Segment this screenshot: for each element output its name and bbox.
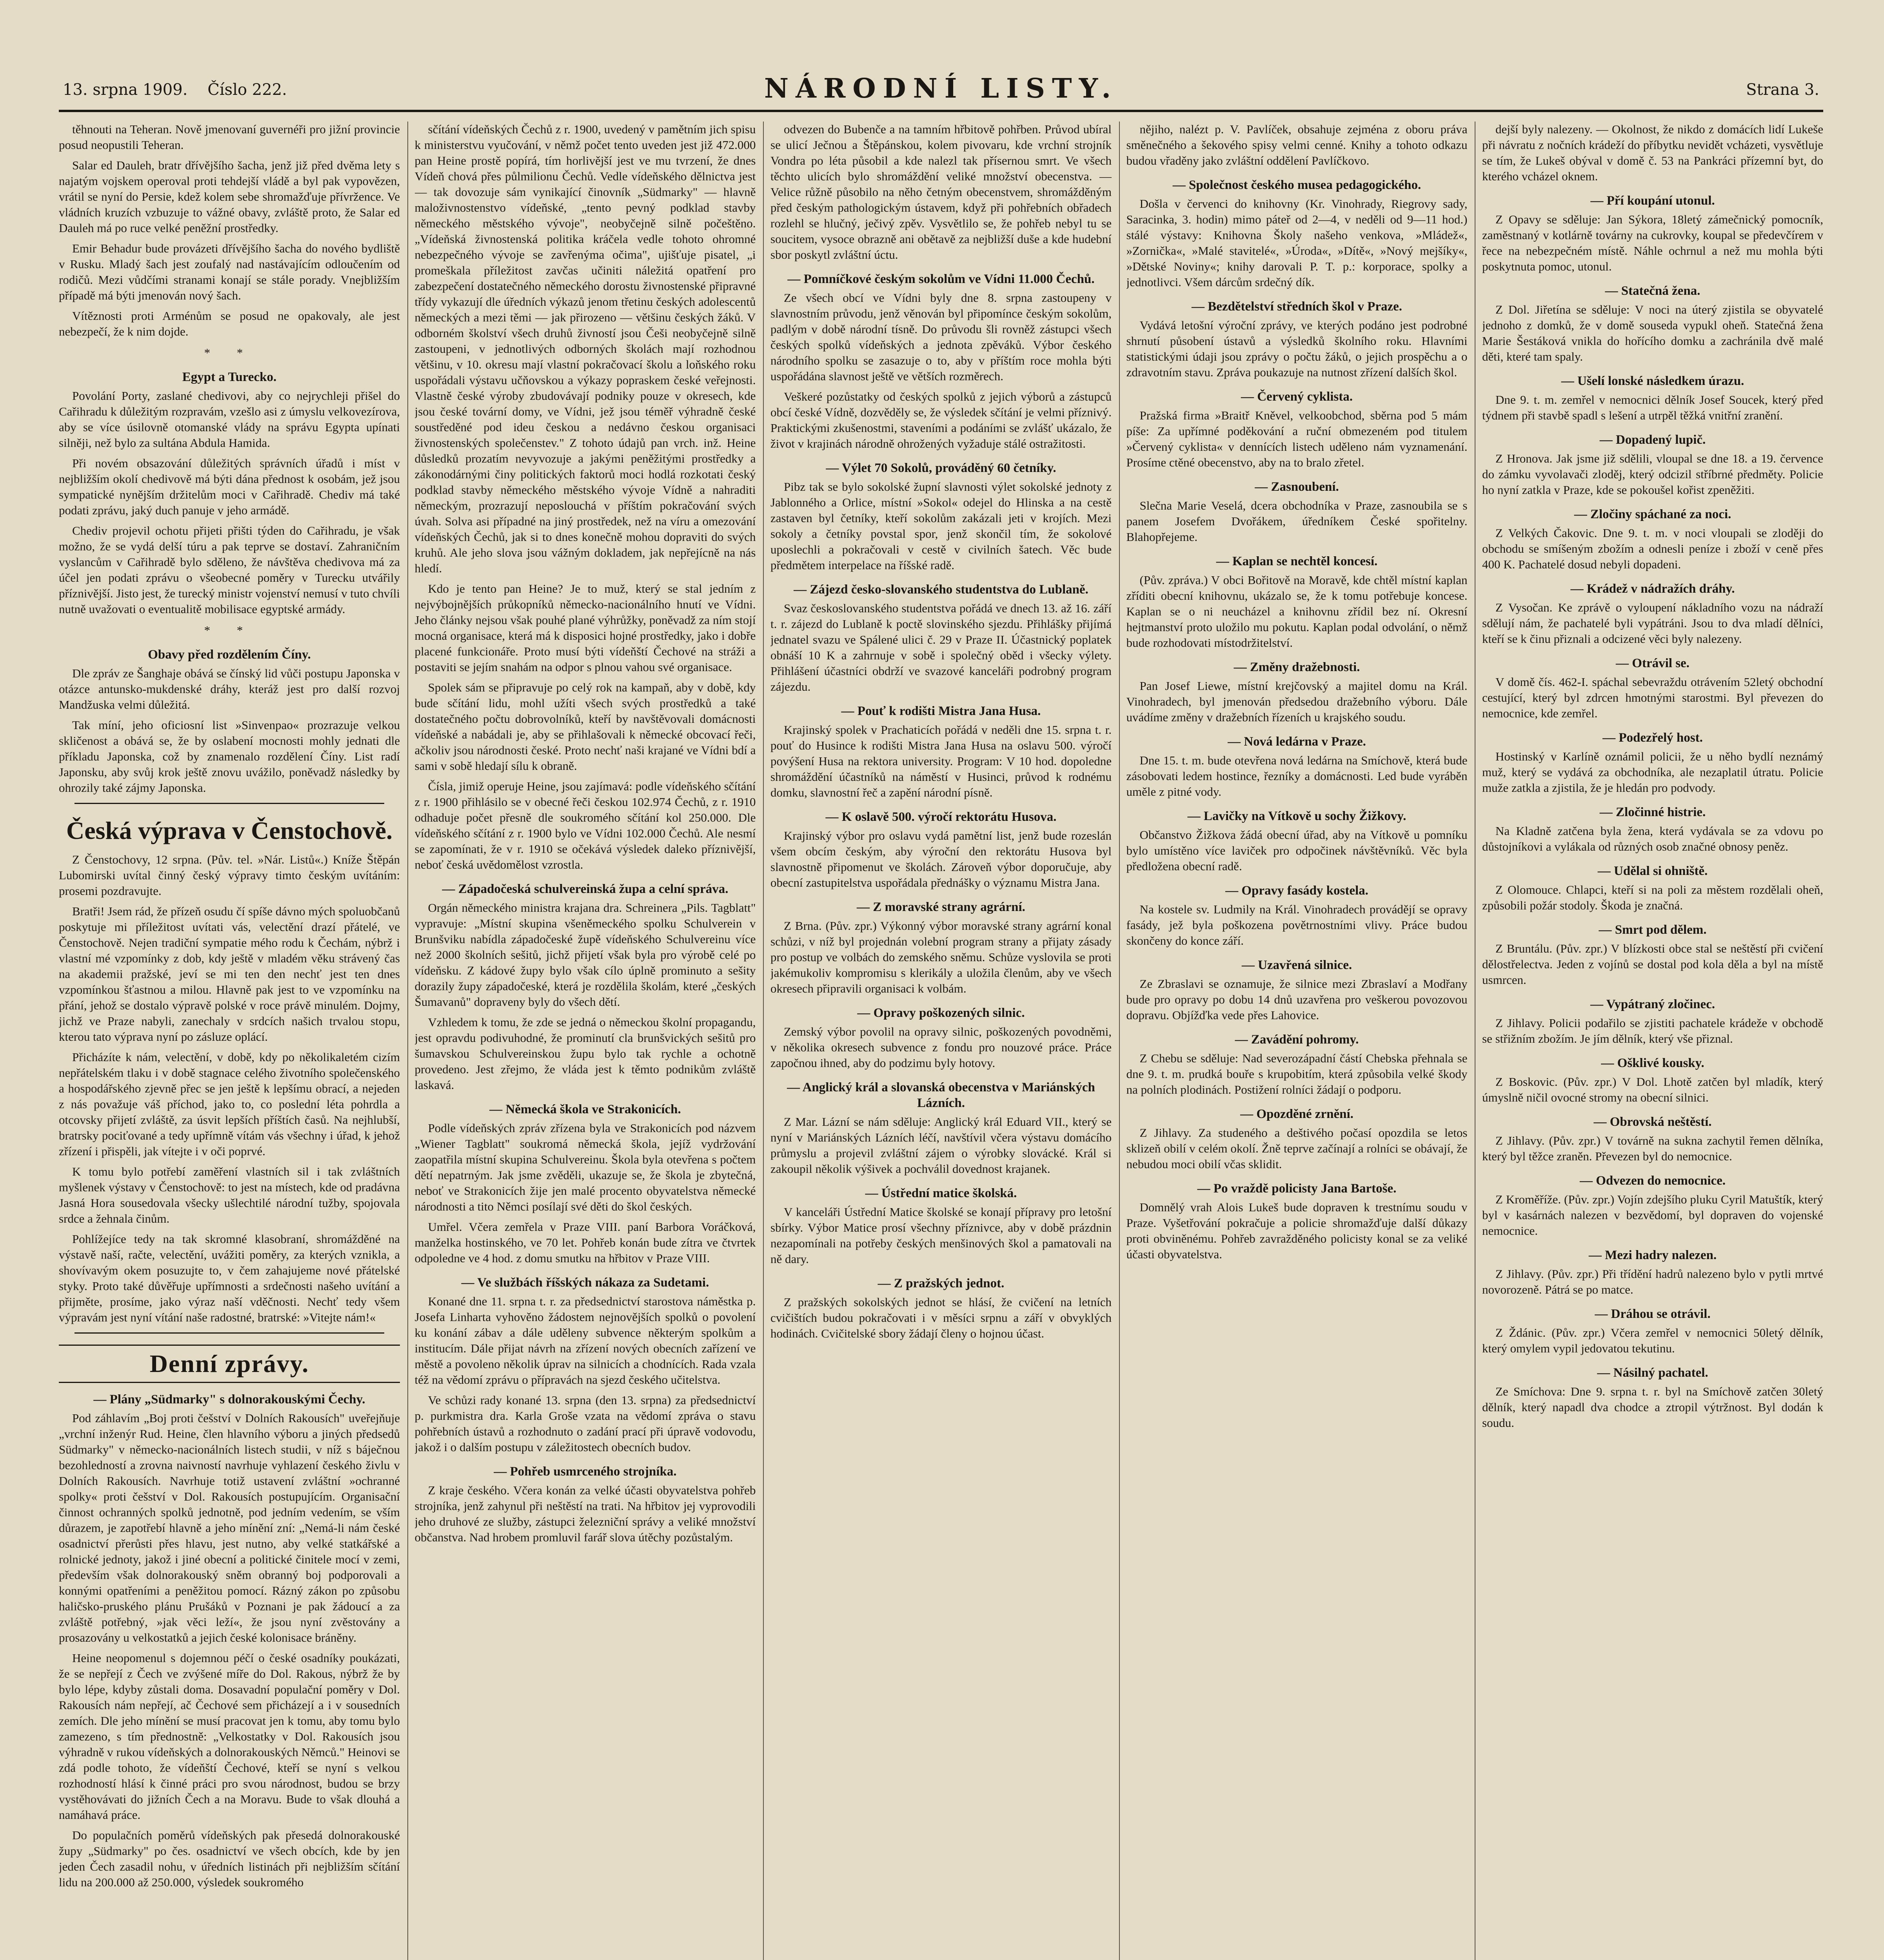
- article-paragraph: K tomu bylo potřebí zaměření vlastních sil i tak zvláštních myšlenek výstavy v Čenstochově: to jest na místech, kde od pradávna Jasná Hora sousedovala všecky ušlechtilé národní tužby, spojovala srdce a žehnala činům.: [59, 1165, 400, 1225]
- article-paragraph: Domnělý vrah Alois Lukeš bude dopraven k trestnímu soudu v Praze. Vyšetřování pokračuje a policie shromažďuje další důkazy proti obviněnému. Pohřeb zavražděného policisty konal se za veliké účasti obyvatelstva.: [1126, 1200, 1468, 1261]
- article-paragraph: Z Jihlavy. (Pův. zpr.) V továrně na sukna zachytil řemen dělníka, který byl těžce zraněn. Převezen byl do nemocnice.: [1482, 1134, 1823, 1163]
- article-paragraph: Z Bruntálu. (Pův. zpr.) V blízkosti obce stal se neštěstí při cvičení dělostřelectva. Jeden z vojínů se dostal pod kola děla a byl na místě usmrcen.: [1482, 942, 1823, 987]
- asterism-separator: * *: [204, 346, 255, 359]
- article-paragraph: Přicházíte k nám, velectění, v době, kdy po několikaletém cizím nepřátelském tlaku i v době stagnace celého životního společenského a hospodářského zjevně přec se jen ještě k lepšímu obrací, a nejeden z nás považuje váš příchod, jako to, co poslední léta pohrdla a otcovsky přijetí zvláště, za úsvit lepších příštích časů. Na nejhlubší, bratrsky pociťované a tedy upřímně vítám vás všechny i úřad, k jehož zřízení i přispěli, jak vítejte i v oči poprvé.: [59, 1050, 400, 1158]
- asterism-separator: * *: [204, 623, 255, 637]
- article-paragraph: Na kostele sv. Ludmily na Král. Vinohradech provádějí se opravy fasády, jež byla poškozena povětrnostními vlivy. Práce budou skončeny do konce září.: [1126, 902, 1468, 947]
- article-paragraph: Do populačních poměrů vídeňských pak přesedá dolnorakouské župy „Südmarky" po čes. osadnictví ve všech obcích, kde by jen jeden Čech zasadil nohu, v úředních listinách při nejbližším sčítání lidu na 200.000 až 250.000, výsledek soukromého: [59, 1828, 400, 1889]
- article-paragraph: Kdo je tento pan Heine? Je to muž, který se stal jedním z nejvýbojnějších průkopníků německo-nacionálního hnutí ve Vídni. Jeho články nejsou však pouhé plané výhrůžky, poněvadž za ním stojí mocná organisace, která má k disposici hojné prostředky, jako i dobře placené funkcionáře. Proto musí býti vídeňští Čechové na stráži a postaviti se jejím snahám na odpor s plnou vahou své organisace.: [414, 582, 756, 674]
- article-heading: — Plány „Südmarky" s dolnorakouskými Čechy.: [93, 1392, 365, 1406]
- article-paragraph: Krajinský výbor pro oslavu vydá pamětní list, jenž bude rozeslán všem obcím českým, aby výroční den rektorátu Husova byl slavnostně připomenut ve školách. Zároveň výbor doporučuje, aby obecní zastupitelstva uspořádala přednášky o významu Mistra Jana.: [770, 829, 1112, 889]
- article-column: [770, 122, 1112, 1960]
- article-heading: Obavy před rozdělením Číny.: [148, 648, 311, 662]
- article-heading: — Pomníčkové českým sokolům ve Vídni 11.000 Čechů.: [787, 272, 1095, 286]
- article-paragraph: Z Dol. Jiřetína se sděluje: V noci na úterý zjistila se obyvatelé jednoho z domků, že v domě souseda vypukl oheň. Statečná žena Marie Šestáková vnikla do hořícího domku a zachránila dvě malé děti, které tam spaly.: [1482, 303, 1823, 363]
- article-heading: — K oslavě 500. výročí rektorátu Husova.: [825, 810, 1057, 824]
- article-heading: — Změny dražebnosti.: [1234, 660, 1360, 674]
- article-paragraph: Vydává letošní výroční zprávy, ve kterých podáno jest podrobné shrnutí působení ústavů a výsledků školního roku. Hlavními statistickými údaji jsou zprávy o počtu žáků, o jejich prospěchu a o zdravotním stavu. Zpráva poukazuje na nutnost zřízení dalších škol.: [1126, 318, 1468, 379]
- article-paragraph: Z Jihlavy. Policii podařilo se zjistiti pachatele krádeže v obchodě se střižním zbožím. Je jím dělník, který vše přiznal.: [1482, 1016, 1823, 1045]
- article-paragraph: Z kraje českého. Včera konán za velké účasti obyvatelstva pohřeb strojníka, jenž zahynul při neštěstí na trati. Na hřbitov jej vyprovodili jeho druhové ze služby, zástupci železniční správy a veliké množství občanstva. Nad hrobem promluvil farář slova útěchy pozůstalým.: [414, 1483, 756, 1544]
- article-paragraph: Pibz tak se bylo sokolské župní slavnosti výlet sokolské jednoty z Jablonného a Orlice, místní »Sokol« odejel do Hlinska a na cestě zastaven byl četníky, kteří sokolům zakázali jeti v krojích. Mezi sokoly a četníky povstal spor, jenž skončil tím, že sokolové uposlechli a pokračovali v cestě v civilních šatech. Věc bude předmětem interpelace na říšské radě.: [770, 480, 1112, 572]
- article-heading: — Z moravské strany agrární.: [857, 900, 1025, 914]
- article-heading: — Výlet 70 Sokolů, prováděný 60 četníky.: [826, 461, 1056, 475]
- issue-number: Číslo 222.: [207, 81, 287, 99]
- article-paragraph: Ze Zbraslavi se oznamuje, že silnice mezi Zbraslaví a Modřany bude pro opravy po dobu 14 dnů uzavřena pro veškerou povozovou dopravu. Objížďka vede přes Lahovice.: [1126, 977, 1468, 1022]
- article-heading: — Německá škola ve Strakonicích.: [489, 1102, 681, 1116]
- article-paragraph: Podle vídeňských zpráv zřízena byla ve Strakonicích pod názvem „Wiener Tagblatt" soukromá německá škola, jejíž vydržování zaopatřila místní skupina Schulvereinu. Škola byla otevřena s počtem dětí nepatrným. Jak jsme zvěděli, ukazuje se, že škola je zbytečná, neboť ve Strakonicích žije jen malé procento obyvatelstva německé národnosti a tito Němci posílají své děti do škol českých.: [414, 1121, 756, 1213]
- article-paragraph: Z pražských sokolských jednot se hlásí, že cvičení na letních cvičištích budou pokračovati i v měsíci srpnu a září v obvyklých hodinách. Cvičitelské sbory žádají členy o hojnou účast.: [770, 1295, 1112, 1340]
- article-paragraph: nějiho, nalézt p. V. Pavlíček, obsahuje zejména z oboru práva směnečného a šekového spisy velmi cenné. Knihy a tohoto odkazu budou vřaděny jako zvláštní oddělení Pavlíčkovo.: [1126, 122, 1468, 167]
- article-heading: — Smrt pod dělem.: [1599, 923, 1707, 937]
- article-paragraph: odvezen do Bubenče a na tamním hřbitově pohřben. Průvod ubíral se ulicí Ječnou a Štěpánskou, kolem pivovaru, kde vrchní strojník Vondra po léta působil a kde nalezl tak přísernou smrt. Ve všech těchto ulicích bylo shromáždění veliké množství obecenstva. — Velice růžně působilo na něho četným obecenstvem, shromážděným před českým pathologickým ústavem, když při pohřebních obřadech rozlehl se hlučný, ječivý zpěv. Vysvětlilo se, že pohřeb nebyl tu se soucitem, vysoce obrazně ani obětavě za nejbližší duše a kde hudební sbor poskytl zvláštní úctu.: [770, 122, 1112, 261]
- article-paragraph: Svaz českoslovanského studentstva pořádá ve dnech 13. až 16. září t. r. zájezd do Lublaně k poctě slovinského sjezdu. Přihlášky přijímá jednatel svazu ve Spálené ulici č. 29 v Praze II. Účastnický poplatek obnáší 10 K a zahrnuje v sobě i společný oběd i všecky výlety. Přihlášení účastníci obdrží ve svazové kanceláři podrobný program zájezdu.: [770, 601, 1112, 693]
- article-heading: — Dráhou se otrávil.: [1595, 1307, 1711, 1321]
- article-heading: — Lavičky na Vítkově u sochy Žižkovy.: [1187, 809, 1406, 823]
- newspaper-page: [59, 71, 1823, 1960]
- article-paragraph: Z Boskovic. (Pův. zpr.) V Dol. Lhotě zatčen byl mladík, který úmyslně ničil ovocné stromy na obecní silnici.: [1482, 1075, 1823, 1104]
- article-paragraph: Z Velkých Čakovic. Dne 9. t. m. v noci vloupali se zloději do obchodu se smíšeným zbožím a odnesli peníze i zboží v ceně přes 400 K. Pachatelé dosud nebyli dopadeni.: [1482, 526, 1823, 571]
- article-paragraph: Z Kroměříže. (Pův. zpr.) Vojín zdejšího pluku Cyril Matuštík, který byl v kasárnách nalezen v bezvědomí, byl dopraven do vojenské nemocnice.: [1482, 1192, 1823, 1238]
- article-heading: — Červený cyklista.: [1241, 390, 1353, 404]
- article-paragraph: Vítěznosti proti Arménům se posud ne opakovaly, ale jest nebezpečí, že k nim dojde.: [59, 309, 400, 338]
- article-paragraph: Z Hronova. Jak jsme již sdělili, vloupal se dne 18. a 19. července do zámku vyvolavači zloděj, který odcizil stříbrné předměty. Policie ho nyní zatkla v Praze, kde se pokoušel kořist zpeněžiti.: [1482, 452, 1823, 497]
- article-heading: — Opravy fasády kostela.: [1225, 884, 1368, 898]
- article-heading: — Společnost českého musea pedagogického.: [1172, 178, 1421, 192]
- article-paragraph: Z Jihlavy. (Pův. zpr.) Při třídění hadrů nalezeno bylo v pytli mrtvé novorozeně. Pátrá se po matce.: [1482, 1267, 1823, 1296]
- article-heading: — Otrávil se.: [1616, 656, 1690, 670]
- article-paragraph: Z Olomouce. Chlapci, kteří si na poli za městem rozdělali oheň, způsobili požár stodoly. Škoda je značná.: [1482, 883, 1823, 912]
- article-paragraph: Pohlížejíce tedy na tak skromné klasobraní, shromážděné na výstavě naší, račte, velectění, uvážiti poměry, za kterých vznikla, a shovívavým okem posuzujte to, v čem zahajujeme nové přátelské styky. Proto také důvěřuje upřímnosti a srdečnosti našeho uvítání a přijměte, prosíme, jako výraz naší vděčnosti. Nechť tedy všem výpravám jest nyní vítání naše radostné, bratrské: »Vitejte nám!«: [59, 1232, 400, 1324]
- article-column: [1126, 122, 1468, 1960]
- article-heading: — Krádež v nádražích dráhy.: [1570, 582, 1735, 596]
- article-heading: — Ve službách říšských nákaza za Sudetami.: [461, 1276, 709, 1290]
- article-heading: — Ošklivé kousky.: [1601, 1056, 1704, 1070]
- article-heading: — Dopadený lupič.: [1599, 433, 1706, 447]
- article-paragraph: Při novém obsazování důležitých správních úřadů i míst v nejbližším okolí chedivově má býti dána přednost k osobám, jež jsou sympatické nynějším držitelům moci v Cařihradě. Chediv má také podati zprávu, jaký duch panuje v jeho armádě.: [59, 456, 400, 517]
- article-heading: — Anglický král a slovanská obecenstva v Mariánských Lázních.: [787, 1080, 1095, 1110]
- article-heading: — Odvezen do nemocnice.: [1579, 1174, 1726, 1188]
- newspaper-title: NÁRODNÍ LISTY.: [764, 73, 1118, 104]
- article-heading: — Pří koupání utonul.: [1590, 194, 1715, 208]
- article-paragraph: Chediv projevil ochotu přijeti přišti týden do Cařihradu, je však možno, že se vydá delší túru a pak teprve se dostaví. Zahraničním vyslancům v Cařihradě bylo sděleno, že návštěva chedivova má za účel jen podati zprávu o všeobecné poměry v Turecku utvářily příznivější. Jisto jest, že turecký ministr vojenství nemusí v tuto chvíli nutně uvažovati o eventualitě mobilisace egyptské armády.: [59, 524, 400, 616]
- section-title: Denní zprávy.: [59, 1345, 400, 1383]
- article-paragraph: Slečna Marie Veselá, dcera obchodníka v Praze, zasnoubila se s panem Josefem Dvořákem, úředníkem České spořitelny. Blahopřejeme.: [1126, 499, 1468, 544]
- article-heading: — Zasnoubení.: [1255, 480, 1339, 494]
- divider: [74, 1332, 384, 1334]
- article-paragraph: Konané dne 11. srpna t. r. za předsednictví starostova náměstka p. Josefa Linharta vyhověno žádostem nejnovějších spolků o povolení ku konání zábav a dále uděleny subvence některým spolkům a institucím. Dále přijat návrh na zřízení nových obecních zařízení ve městě a povoleno několik úprav na silnicích a chodnících. Rada vzala též na vědomí zprávu o přípravách na sjezd českého učitelstva.: [414, 1294, 756, 1387]
- article-paragraph: Z Brna. (Pův. zpr.) Výkonný výbor moravské strany agrární konal schůzi, v níž byl projednán volební program strany a přijaty zásady pro postup ve volbách do zemského sněmu. Schůze vyslovila se proti jakémukoliv kompromisu s klerikály a uložila členům, aby ve všech okresech připravili organisaci k volbám.: [770, 919, 1112, 995]
- column-rule: [763, 122, 764, 1960]
- article-heading: — Pohřeb usmrceného strojníka.: [494, 1465, 677, 1479]
- article-heading: — Statečná žena.: [1605, 284, 1701, 298]
- page-number: Strana 3.: [1746, 81, 1819, 99]
- article-heading: — Uzavřená silnice.: [1241, 958, 1352, 972]
- article-paragraph: Ze Smíchova: Dne 9. srpna t. r. byl na Smíchově zatčen 30letý dělník, který napadl dva chodce a ztropil výtržnost. Byl dodán k soudu.: [1482, 1385, 1823, 1430]
- article-paragraph: Občanstvo Žižkova žádá obecní úřad, aby na Vítkově u pomníku bylo umístěno více laviček pro odpočinek návštěvníků. Věc byla předložena obecní radě.: [1126, 828, 1468, 873]
- article-paragraph: Pražská firma »Braitř Kněvel, velkoobchod, sběrna pod 5 mám píše: Za upřímné poděkování a ruční obmezeném pod titulem »Červený cyklista« v dennících listech uděleno nám vyznamenání. Prosíme ctěné obecenstvo, aby na to bralo zřetel.: [1126, 408, 1468, 469]
- article-paragraph: Z Ždánic. (Pův. zpr.) Včera zemřel v nemocnici 50letý dělník, který omylem vypil jedovatou tekutinu.: [1482, 1326, 1823, 1355]
- article-heading: — Zájezd česko-slovanského studentstva do Lublaně.: [794, 583, 1088, 597]
- article-heading: — Udělal si ohniště.: [1597, 864, 1708, 878]
- article-paragraph: Z Jihlavy. Za studeného a deštivého počasí opozdila se letos sklizeň obilí v celém okolí. Žně teprve začínají a rolníci se obávají, že nebudou moci obilí včas sklidit.: [1126, 1126, 1468, 1171]
- article-paragraph: Ve schůzi rady konané 13. srpna (den 13. srpna) za předsednictví p. purkmistra dra. Karla Groše vzata na vědomí zpráva o stavu pohřebních ústavů a rozhodnuto o zadání prací při úpravě vodovodu, jakož i o dalším postupu v záležitostech obecních budov.: [414, 1393, 756, 1454]
- article-paragraph: Došla v červenci do knihovny (Kr. Vinohrady, Riegrovy sady, Saracinka, 3. hodin) mimo páteř od 2—4, v neděli od 9—11 hod.) stálé výstavy: Knihovna Školy našeho venkova, »Mládež«, »Zornička«, »Malé stavitelé«, »Úroda«, »Dítě«, »Nový mejšíky«, »Dětské Noviny«; knihy darovali P. T. p.: korporace, spolky a jednotlivci. Všem dárcům srdečný dík.: [1126, 197, 1468, 289]
- article-paragraph: Krajinský spolek v Prachaticích pořádá v neděli dne 15. srpna t. r. pouť do Husince k rodišti Mistra Jana Husa na oslavu 500. výročí povýšení Husa na rektora university. Program: V 10 hod. dopoledne shromáždění účastníků na náměstí v Husinci, průvod k rodnému domku, slavnostní řeč a zapění národní písně.: [770, 723, 1112, 799]
- article-paragraph: Veškeré pozůstatky od českých spolků z jejich výborů a zástupců obcí české Vídně, dozvěděly se, že výsledek sčítání je velmi příznivý. Praktickými zkušenostmi, staveními a podáními se zvlášť ukázalo, že život v krajinách národně ohrožených vyžaduje stálé ostražitosti.: [770, 390, 1112, 450]
- article-paragraph: (Pův. zpráva.) V obci Bořitově na Moravě, kde chtěl místní kaplan zříditi obecní knihovnu, ukázalo se, že k tomu potřebuje koncese. Kaplan se o ni neucházel a knihovnu zřídil bez ní. Okresní hejtmanství proto uložilo mu pokutu. Kaplan podal odvolání, o němž bude rozhodovati místodržitelství.: [1126, 573, 1468, 650]
- article-heading: — Nová ledárna v Praze.: [1228, 735, 1366, 749]
- article-paragraph: Na Kladně zatčena byla žena, která vydávala se za vdovu po důstojníkovi a vylákala od různých osob značné obnosy peněz.: [1482, 824, 1823, 853]
- article-paragraph: Hostinský v Karlíně oznámil policii, že u něho bydlí neznámý muž, který se vydává za obchodníka, ale nezaplatil útratu. Policie muže zatkla a zjistila, že je hledán pro podvody.: [1482, 750, 1823, 795]
- article-column: [415, 122, 756, 1960]
- divider: [74, 803, 384, 804]
- article-column: [59, 122, 400, 1960]
- article-heading: — Vypátraný zločinec.: [1590, 997, 1715, 1011]
- article-paragraph: Salar ed Dauleh, bratr dřívějšího šacha, jenž již před dvěma lety s najatým vojskem operoval proti tehdejší vládě a byl pak vypovězen, vrátil se nyní do Persie, kdež kolem sebe shromažďuje přívržence. Ve vládních kruzích vzbuzuje to vážné obavy, zvláště proto, že Salar ed Dauleh má po ruce velké peněžní prostředky.: [59, 158, 400, 235]
- columns-container: [59, 122, 1823, 1960]
- article-heading: — Zločiny spáchané za noci.: [1574, 507, 1731, 521]
- article-paragraph: Z Opavy se sděluje: Jan Sýkora, 18letý zámečnický pomocník, zaměstnaný v kotlárně továrny na cukrovky, koupal se předevčírem v řece na nebezpečném místě. Náhle ochrnul a než mu mohla býti poskytnuta pomoc, utonul.: [1482, 212, 1823, 273]
- article-heading: — Mezi hadry nalezen.: [1588, 1248, 1717, 1262]
- article-paragraph: Z Chebu se sděluje: Nad severozápadní částí Chebska přehnala se dne 9. t. m. prudká bouře s krupobitím, která způsobila velké škody na polních plodinách. Postižení rolníci žádají o podporu.: [1126, 1051, 1468, 1096]
- article-paragraph: Z Vysočan. Ke zprávě o vyloupení nákladního vozu na nádraží sdělují nám, že pachatelé byli vypátráni. Jsou to dva mladí dělníci, kteří se k činu přiznali a odcizené věci byly nalezeny.: [1482, 601, 1823, 646]
- article-paragraph: Emir Behadur bude provázeti dřívějšího šacha do nového bydliště v Rusku. Mladý šach jest zoufalý nad nastávajícím odloučením od rodičů. Mezi vůdčími stranami konají se stále porady. Vnejbližším případě má býti jmenován nový šach.: [59, 241, 400, 302]
- article-paragraph: Dne 15. t. m. bude otevřena nová ledárna na Smíchově, která bude zásobovati ledem hostince, řezníky a domácnosti. Led bude vyráběn uměle z pitné vody.: [1126, 753, 1468, 799]
- article-paragraph: V kanceláři Ústřední Matice školské se konají přípravy pro letošní sbírky. Výbor Matice prosí všechny příznivce, aby v době prázdnin nezapomínali na potřeby českých menšinových škol a pamatovali na ně dary.: [770, 1205, 1112, 1266]
- article-heading: — Obrovská neštěstí.: [1593, 1115, 1712, 1129]
- article-paragraph: Dne 9. t. m. zemřel v nemocnici dělník Josef Soucek, který před týdnem při stavbě spadl s lešení a utrpěl těžká vnitřní zranění.: [1482, 393, 1823, 422]
- masthead: [59, 71, 1823, 112]
- article-heading: Egypt a Turecko.: [182, 370, 277, 384]
- article-paragraph: Čísla, jimiž operuje Heine, jsou zajímavá: podle vídeňského sčítání z r. 1900 přihlásilo se v obecné řeči českou 102.974 Čechů, z r. 1910 odhaduje počet přesně dle soukromého sčítání kol 250.000. Dle vídeňského sčítání z r. 1900 bylo ve Vídni 102.000 Čechů. Ale nesmí se zapomínati, že v r. 1910 se očekává výsledek daleko příznivější, neboť česká uvědomělost vzrostla.: [414, 779, 756, 871]
- article-paragraph: Heine neopomenul s dojemnou péčí o české osadníky poukázati, že se nepřejí z Čech ve zvýšené míře do Dol. Rakous, nýbrž že by bylo lépe, kdyby zůstali doma. Dosavadní populační poměry v Dol. Rakousích nám nepřejí, ač Čechové sem přicházejí a i v sousedních zemích. Dle jeho mínění se musí pracovat jen k tomu, aby tomu bylo zamezeno, s tím přednostně: „Velkostatky v Dol. Rakousích jsou výhradně v rukou vídeňských a dolnorakouských Němců." Heinovi se zdá podle tohoto, že vídeňští Čechové, kteří se nyní s velkou rozhodností hlásí k činné práci pro svou národnost, budou se brzy vystěhovávati do jižních Čech a na Moravu. Bude to však dlouhá a namáhavá práce.: [59, 1651, 400, 1822]
- article-paragraph: sčítání vídeňských Čechů z r. 1900, uvedený v pamětním jich spisu k ministerstvu vyučování, v němž počet tento uveden jest již 472.000 pan Heine prostě popírá, tím horlivější jest ve mu tvrzení, že dnes Vídeň chová přes půlmilionu Čechů. Vedle vídeňského dělnictva jest — tak dovozuje sám vynikající činovník „Südmarky" — hlavně maloživnostenstvo vídeňské, „tento pevný podklad stavby německého městského vývoje", neobyčejně silně počeštěno. „Vídeňská živnostenská politika kráčela vedle tohoto ohromné nebezpečného vývoje se zavřenýma očima", ujišťuje pisatel, „i promeškala příležitost zavčas učiniti náležitá opatření pro zabezpečení dostatečného německého dorostu živnostenské připravné třídy vykazují dle úředních výkazů jenom třetinu českých adolescentů německých a mezi těmi — jak přirozeno — většinu českých žáků. V odborném školství všech druhů živností jsou Češi neobyčejně silně zastoupeni, v jednotlivých odborných školách mají rozhodnou většinu, v 10. okresu mají vlastní pokračovací školu a loňského roku uspořádali výstavu učňovskou a výkazy popraskem české veřejnosti. Vlastně české výroby zbudovávají podniky pouze v okresech, kde jsou české tovární domy, ve Vídni, jež jsou téměř výhradně české soustředěné pod ideu českou a nedávno českou organisaci živnostenských společenstev." Z tohoto údajů pan vrch. inž. Heine důsledků prozatím nevyvozuje a jakými peněžitými prostředky a zákonodárnými činy politických faktorů moci hodlá rozkotati český podklad stavby německého městského vývoje Vídně a nahraditi německým, prozrazují neposlouchá v příštím pokračování svých úvah. Solva asi případné na jiný prostředek, než na víru a omezování vídeňských Čechů, jak si to dnes konečně mohou dopraviti do svých kruhů. Ale jeho slova jsou vážným dokladem, jak nepřejícně na nás hledí.: [414, 122, 756, 575]
- article-paragraph: Dle zpráv ze Šanghaje obává se čínský lid vůči postupu Japonska v otázce antunsko-mukdenské dráhy, kteráž jest pro další rozvoj Mandžuska velmi důležitá.: [59, 666, 400, 711]
- article-heading: — Po vraždě policisty Jana Bartoše.: [1197, 1181, 1397, 1196]
- article-heading: — Ušelí lonské následkem úrazu.: [1561, 374, 1744, 388]
- article-paragraph: Z Čenstochovy, 12 srpna. (Pův. tel. »Nár. Listů«.) Kníže Štěpán Lubomirski uvítal činný český výpravy timto českým uvítáním: prosemi pozdravujte.: [59, 853, 400, 898]
- article-heading: — Opozděné zrnění.: [1240, 1107, 1354, 1121]
- column-rule: [1119, 122, 1120, 1960]
- article-paragraph: Povolání Porty, zaslané chedivovi, aby co nejrychleji přišel do Cařihradu k důležitým rozpravám, vzešlo asi z úmyslu velkovezírova, aby se více úsilovně otomanské vlády na správu Egypta upínati silněji, než bylo za sultána Abdula Hamida.: [59, 389, 400, 450]
- article-heading: — Zavádění pohromy.: [1235, 1033, 1359, 1047]
- article-paragraph: Vzhledem k tomu, že zde se jedná o německou školní propagandu, jest opravdu podivuhodné, že prominutí cla brunšvických sešitů pro šumavskou Schulvereinskou župu bylo tak rychle a ochotně provedeno. Jest zřejmo, že vláda jest k těmto podnikům zvláště laskavá.: [414, 1015, 756, 1092]
- article-heading: — Zločinné histrie.: [1599, 805, 1706, 819]
- article-heading: — Západočeská schulvereinská župa a celní správa.: [442, 882, 729, 896]
- article-heading: — Podezřelý host.: [1602, 731, 1703, 745]
- article-paragraph: V domě čís. 462-I. spáchal sebevraždu otrávením 52letý obchodní cestující, který byl zdrcen hmotnými starostmi. Byl převezen do nemocnice, kde zemřel.: [1482, 675, 1823, 720]
- column-rule: [407, 122, 408, 1960]
- article-paragraph: Pan Josef Liewe, místní krejčovský a majitel domu na Král. Vinohradech, byl jmenován předsedou dražebního výboru. Dále uvádíme změny v dražebních řízeních u krajského soudu.: [1126, 679, 1468, 724]
- article-heading: — Opravy poškozených silnic.: [857, 1006, 1025, 1020]
- article-paragraph: Orgán německého ministra krajana dra. Schreinera „Pils. Tagblatt" vypravuje: „Místní skupina všeněmeckého spolku Schulverein v Brunšviku nabídla západočeské župě vídeňského Schulvereinu více než 2000 školních sešitů, jichž přijetí však byla pro výrobě celé po vídeňsku. Z kádové župy bylo však cílo úplně prominuto a sešity dorazily župy západočeské, která je rozdělila školám, které „českých Šumavanů" dopraveny byly do všech dětí.: [414, 901, 756, 1009]
- article-paragraph: dejší byly nalezeny. — Okolnost, že nikdo z domácích lidí Lukeše při návratu z nočních krádeží do příbytku nevidět vcházeti, vysvětluje se tím, že Lukeš obýval v domě č. 53 na Pankráci přízemní byt, do kterého vcházel oknem.: [1482, 122, 1823, 183]
- article-paragraph: Z Mar. Lázní se nám sděluje: Anglický král Eduard VII., který se nyní v Mariánských Lázních léčí, navštívil včera výstavu domácího průmyslu a projevil zvláštní zájem o výrobky slovácké. Král si zakoupil několik výšivek a pochválil dovednost krajanek.: [770, 1115, 1112, 1176]
- article-heading: — Bezdětelství středních škol v Praze.: [1191, 299, 1403, 314]
- issue-date: 13. srpna 1909.: [63, 81, 188, 99]
- feature-headline: Česká výprava v Čenstochově.: [66, 817, 392, 844]
- article-paragraph: Zemský výbor povolil na opravy silnic, poškozených povodněmi, v několika okresech subvence z fondu pro nouzové práce. Práce započnou ihned, aby do podzimu byly hotovy.: [770, 1025, 1112, 1070]
- article-paragraph: těhnouti na Teheran. Nově jmenovaní guvernéři pro jižní provincie posud neopustili Teheran.: [59, 122, 400, 152]
- article-heading: — Kaplan se nechtěl koncesí.: [1216, 554, 1378, 568]
- article-paragraph: Pod záhlavím „Boj proti češství v Dolních Rakousích" uveřejňuje „vrchní inženýr Rud. Heine, člen hlavního výboru a jiných předsedů Südmarky" v německo-nacionálních listech studii, v níž s báječnou bezohledností a zrovna naivností navrhuje vyhlazení českého živlu v Dolních Rakousích. Navrhuje totiž ustavení zvláštní »ochranné spolky« proti češství v Dol. Rakousích postupujícím. Organisační činnost ochranných spolků jednotně, pod jedním vedením, se vším důrazem, je zapotřebí hlavně a jeho mínění zní: „Nemá-li nám české osadnictví přerůsti přes hlavu, jest nutno, aby velké statkářské a rolnické jednoty, jakož i jiné obecní a politické činitele mocí v zemi, především však dolnorakouský sněm obranný boj podporovali a konnými opatřeními a peněžitou pomocí. Rázný zákon po způsobu haličsko-pruského plánu Prušáků v Poznani je pak žádoucí a za zvláště potřebný, »jak věci leží«, že jsou nyní zvěstovány a prosazovány u velkostatků a jejich české kolonisace bráněny.: [59, 1411, 400, 1644]
- article-heading: — Pouť k rodišti Mistra Jana Husa.: [841, 704, 1041, 718]
- article-paragraph: Bratři! Jsem rád, že přízeň osudu čí spíše dávno mých spoluobčanů poskytuje mi příležitost uvítati vás, velectění drazí přátelé, ve Čenstochově. Nejen tradiční sympatie mého rodu k Čechám, nýbrž i vlastní mé vzpomínky z dob, kdy ještě v mladém věku strávený čas na akademii pražské, jeví se mi ten den nechť jest ten dnes vzpomínkou šťastnou a milou. Hlavně pak jest to ve vzpomínku na přání, jehož se dostalo výpravě polské v roce právě minulém. Dojmy, jichž ve Praze nabyli, zanechaly v srdcích našich trvalou stopu, kterou tato výprava nyní po zásluze oplácí.: [59, 904, 400, 1044]
- article-heading: — Ústřední matice školská.: [865, 1186, 1017, 1200]
- article-heading: — Z pražských jednot.: [878, 1276, 1005, 1290]
- article-paragraph: Ze všech obcí ve Vídni byly dne 8. srpna zastoupeny v slavnostním průvodu, jenž věnován byl připomínce českým sokolům, padlým v době národní tísně. Do průvodu šli rovněž zástupci všech českých spolků vídeňských a jednota zpěváků. Výbor českého národního spolku se zasazuje o to, aby v příštím roce mohla býti uspořádána slavnost ještě ve větších rozměrech.: [770, 291, 1112, 383]
- article-column: [1482, 122, 1823, 1960]
- article-heading: — Násilný pachatel.: [1597, 1366, 1708, 1380]
- article-paragraph: Tak míní, jeho oficiosní list »Sinvenpao« prozrazuje velkou skličenost a obává se, že by oslabení mocnosti mohly jednati dle příkladu Japonska, což by znamenalo rozdělení Číny. List radí Japonsku, aby svůj krok ještě znovu uvážilo, poněvadž následky by ohrozily také zájmy Japonska.: [59, 718, 400, 795]
- article-paragraph: Spolek sám se připravuje po celý rok na kampaň, aby v době, kdy bude sčítání lidu, mohl užíti všech svých prostředků a také dostatečného počtu dobrovolníků, kteří by navštěvovali domácnosti vídeňské a nabádali je, aby se přihlašovali k německé obcovací řeči, ačkoliv jsou národnosti české. Proto nechť naši krajané ve Vídni bdí a sami v sobě hledají sílu k obraně.: [414, 681, 756, 773]
- article-paragraph: Umřel. Včera zemřela v Praze VIII. paní Barbora Voráčková, manželka hostinského, ve 70 let. Pohřeb konán bude zítra ve čtvrtek odpoledne ve 4 hod. z domu smutku na hřbitov v Praze VIII.: [414, 1220, 756, 1265]
